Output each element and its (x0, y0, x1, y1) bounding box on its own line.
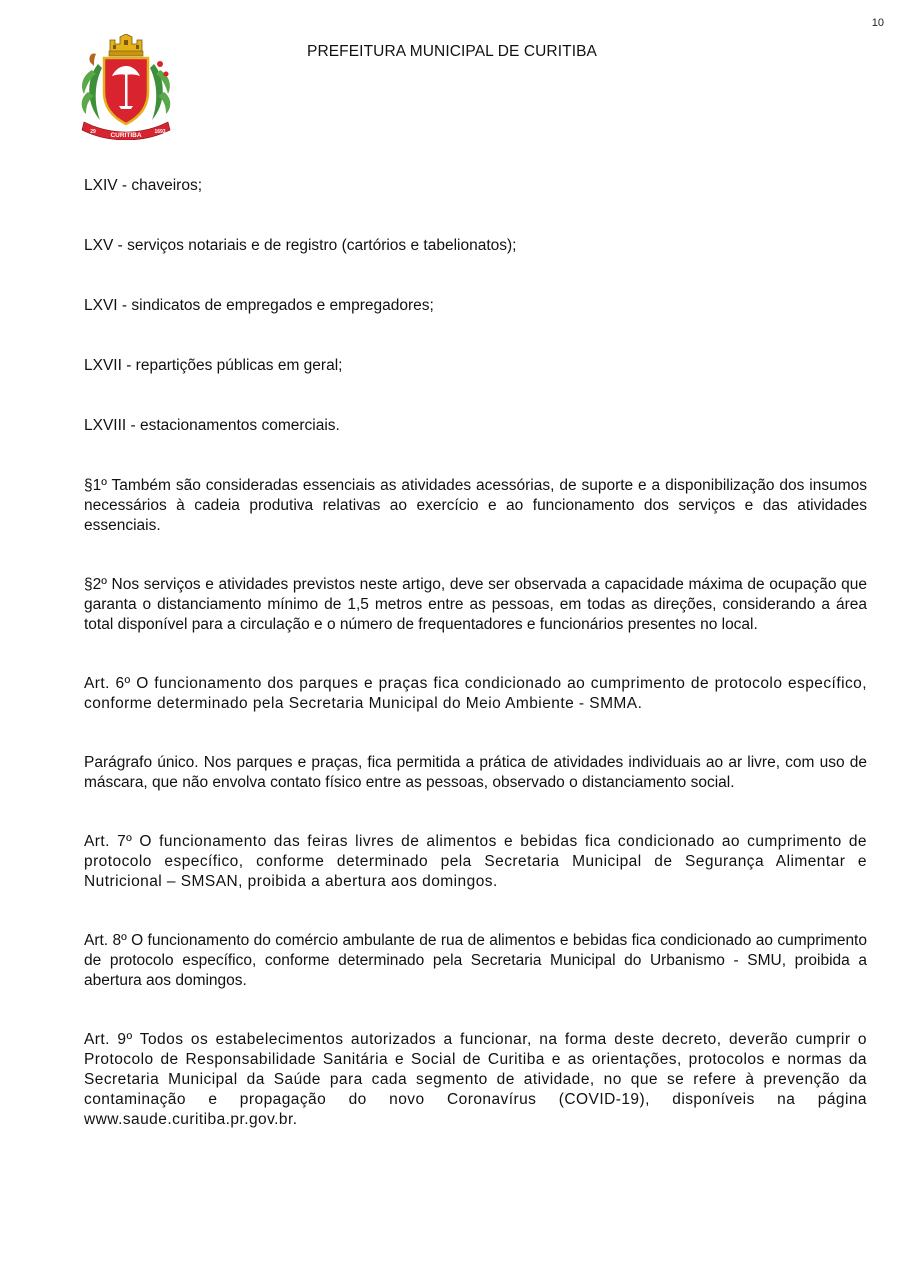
shield-icon (104, 58, 148, 124)
paragraph-lxiv: LXIV - chaveiros; (84, 177, 203, 194)
paragraph-art-8: Art. 8º O funcionamento do comércio ambulante de rua de alimentos e bebidas fica condicionado ao cumprimento de protocolo específico, conforme determinado pela Secretaria Municipal do Urbanismo - SMU, proibida a abertura aos domingos. (84, 932, 867, 989)
paragraph-sole: Parágrafo único. Nos parques e praças, fica permitida a prática de atividades individuais ao ar livre, com uso de máscara, que não envolva contato físico entre as pessoas, observado o distanciamento social. (84, 754, 867, 791)
page-number: 10 (871, 17, 884, 29)
paragraph-art-6: Art. 6º O funcionamento dos parques e praças fica condicionado ao cumprimento de protocolo específico, conforme determinado pela Secretaria Municipal do Meio Ambiente - SMMA. (84, 675, 867, 712)
paragraph-lxv: LXV - serviços notariais e de registro (cartórios e tabelionatos); (84, 237, 517, 254)
document-body (84, 176, 867, 1130)
ribbon-year-left: 29 (90, 129, 96, 135)
page-title: PREFEITURA MUNICIPAL DE CURITIBA (307, 43, 597, 60)
paragraph-lxvi: LXVI - sindicatos de empregados e empregadores; (84, 297, 434, 314)
paragraph-lxvii: LXVII - repartições públicas em geral; (84, 357, 343, 374)
ribbon-year-right: 1693 (154, 129, 166, 135)
paragraph-lxviii: LXVIII - estacionamentos comerciais. (84, 417, 340, 434)
paragraph-art-7: Art. 7º O funcionamento das feiras livres de alimentos e bebidas fica condicionado ao cumprimento de protocolo específico, conforme determinado pela Secretaria Municipal de Segurança Alimentar e Nutricional – SMSAN, proibida a abertura aos domingos. (84, 833, 867, 890)
paragraph-section-1: §1º Também são consideradas essenciais as atividades acessórias, de suporte e a disponibilização dos insumos necessários à cadeia produtiva relativas ao exercício e ao funcionamento dos serviços e das atividades essenciais. (84, 477, 867, 534)
ribbon-text: CURITIBA (110, 132, 142, 139)
paragraph-art-9: Art. 9º Todos os estabelecimentos autorizados a funcionar, na forma deste decreto, deverão cumprir o Protocolo de Responsabilidade Sanitária e Social de Curitiba e as orientações, protocolos e normas da Secretaria Municipal da Saúde para cada segmento de atividade, no que se refere à prevenção da contaminação e propagação do novo Coronavírus (COVID-19), disponíveis na página www.saude.curitiba.pr.gov.br. (84, 1031, 867, 1128)
paragraph-section-2: §2º Nos serviços e atividades previstos neste artigo, deve ser observada a capacidade máxima de ocupação que garanta o distanciamento mínimo de 1,5 metros entre as pessoas, em todas as direções, considerando a área total disponível para a circulação e o número de frequentadores e funcionários presentes no local. (84, 576, 867, 633)
